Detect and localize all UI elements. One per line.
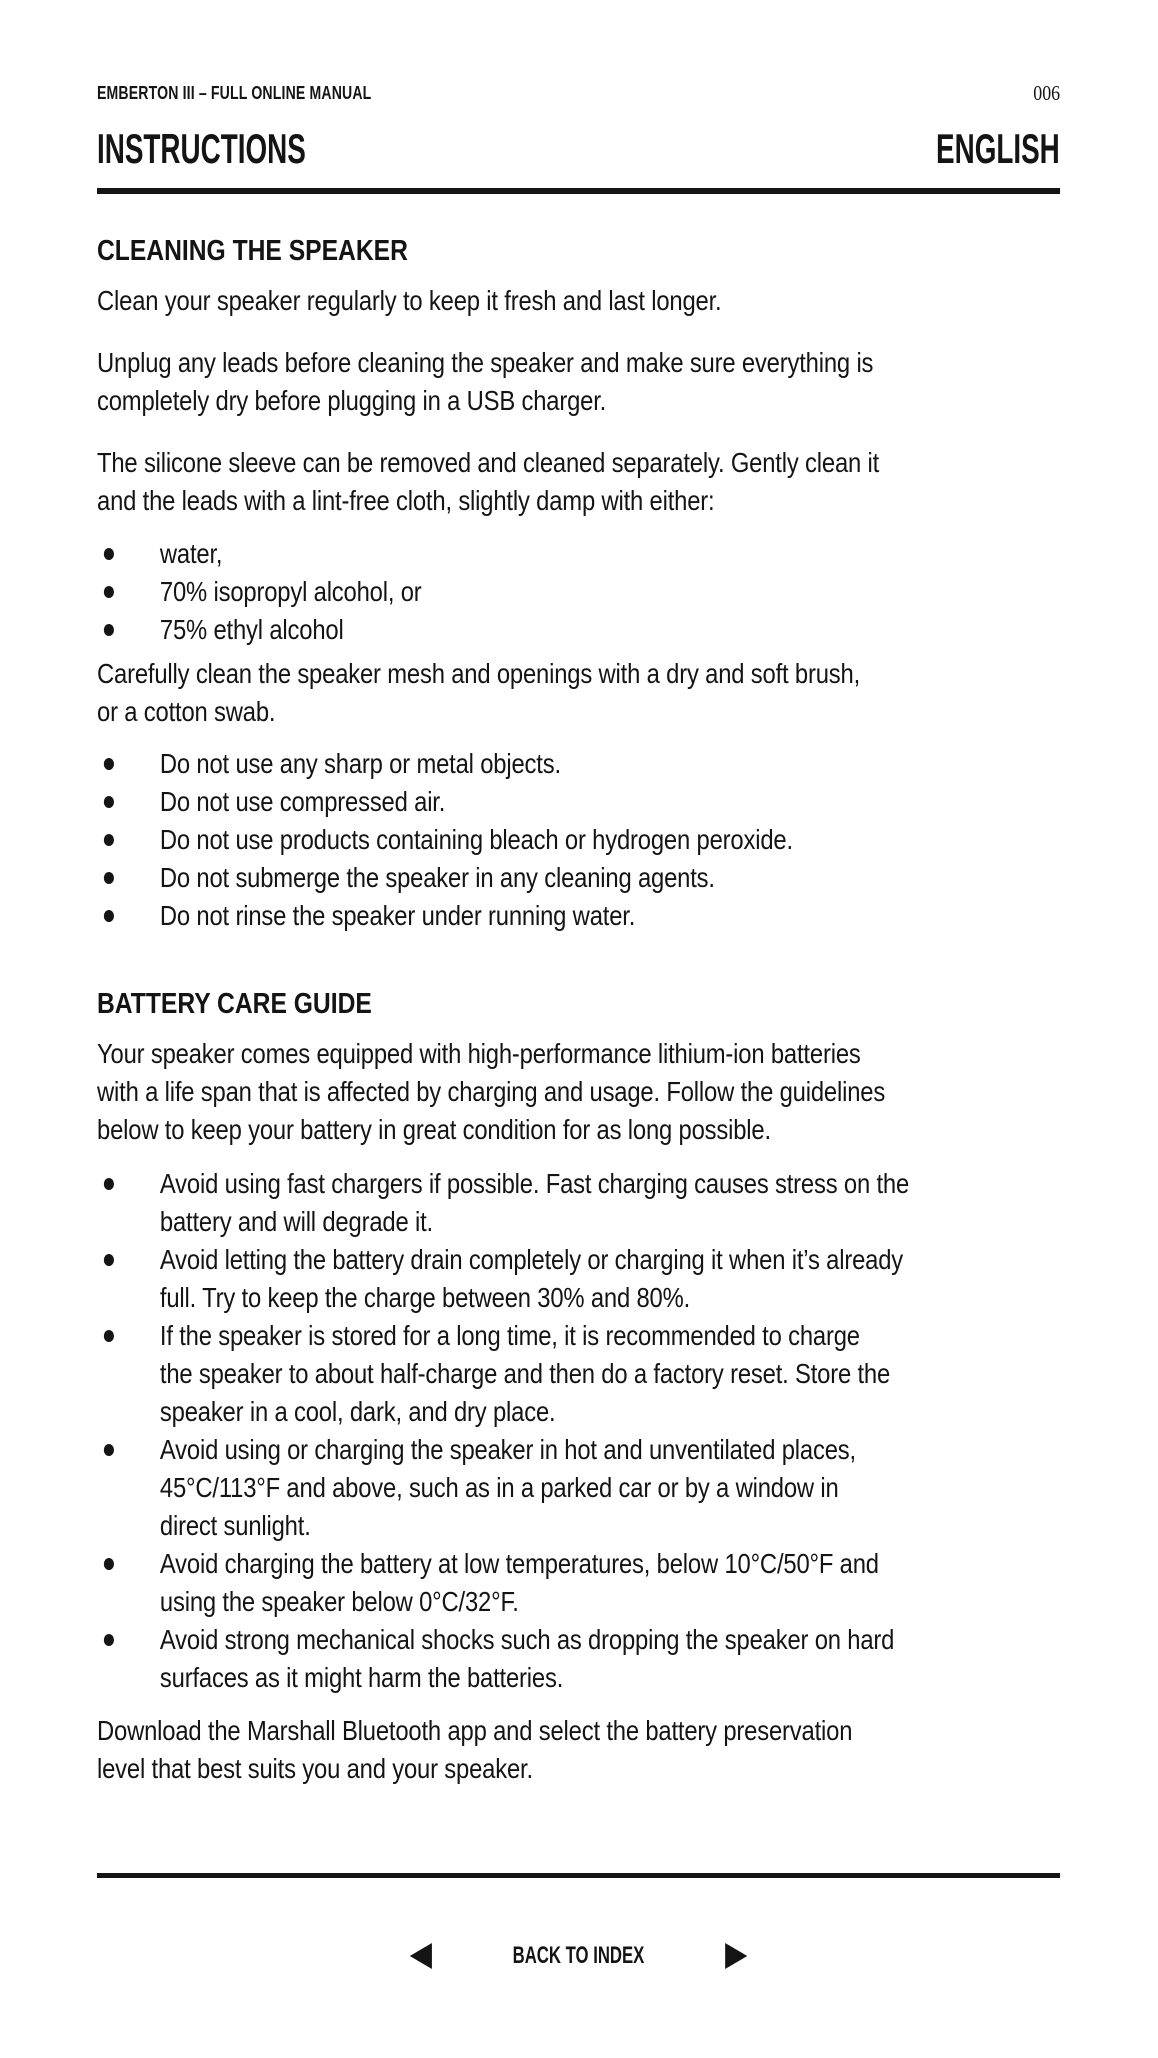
list-item [97,821,1060,859]
paragraph-line: or a cotton swab. [97,696,276,727]
paragraph [97,655,1060,731]
paragraph-line: The silicone sleeve can be removed and cleaned separately. Gently clean it [97,447,880,478]
paragraph [97,1712,1060,1788]
list-item-line: Do not use products containing bleach or hydrogen peroxide. [159,824,793,855]
list-item [97,535,1060,573]
list-item [97,745,1060,783]
paragraph [97,1035,1060,1149]
bullet-dot [104,758,114,770]
bullet-dot [104,1634,114,1646]
bullet-dot [104,910,114,922]
topbar [97,82,1060,104]
battery-guidelines-list [97,1165,1060,1697]
bullet-dot [104,1558,114,1570]
back-to-index-link[interactable]: BACK TO INDEX [512,1942,645,1969]
list-item-line: If the speaker is stored for a long time, it is recommended to charge [159,1320,860,1351]
manual-title: EMBERTON III – FULL ONLINE MANUAL [97,83,372,103]
bullet-dot [104,548,114,560]
page-title: INSTRUCTIONS [97,125,306,172]
list-item [97,1165,1060,1241]
list-item [97,1317,1060,1431]
paragraph-line: Clean your speaker regularly to keep it fresh and last longer. [97,285,722,316]
list-item-line: Do not use any sharp or metal objects. [159,748,561,779]
list-item-line: full. Try to keep the charge between 30% and 80%. [159,1282,691,1313]
list-item-line: 45°C/113°F and above, such as in a parked car or by a window in [159,1472,839,1503]
paragraph-line: level that best suits you and your speaker. [97,1753,533,1784]
language-label: ENGLISH [936,125,1061,172]
bullet-dot [104,1330,114,1342]
list-item [97,897,1060,935]
list-item [97,573,1060,611]
paragraph [97,444,1060,520]
list-item [97,1621,1060,1697]
do-not-list [97,745,1060,935]
previous-page-icon[interactable] [410,1943,432,1969]
list-item-line: 75% ethyl alcohol [159,614,344,645]
paragraph [97,282,1060,320]
list-item-line: 70% isopropyl alcohol, or [159,576,422,607]
next-page-icon[interactable] [725,1943,747,1969]
page-number: 006 [1033,81,1061,105]
paragraph-line: with a life span that is affected by charging and usage. Follow the guidelines [97,1076,886,1107]
list-item [97,1431,1060,1545]
paragraph-line: Unplug any leads before cleaning the speaker and make sure everything is [97,347,874,378]
list-item-line: surfaces as it might harm the batteries. [159,1662,564,1693]
paragraph-line: Download the Marshall Bluetooth app and select the battery preservation [97,1715,853,1746]
list-item [97,1241,1060,1317]
section-heading-cleaning: CLEANING THE SPEAKER [97,235,408,267]
list-item-line: direct sunlight. [159,1510,311,1541]
list-item-line: Do not use compressed air. [159,786,446,817]
footer-nav [97,1943,1060,1969]
bullet-dot [104,1254,114,1266]
list-item-line: Avoid using fast chargers if possible. Fast charging causes stress on the [159,1168,910,1199]
list-item-line: using the speaker below 0°C/32°F. [159,1586,519,1617]
paragraph-line: Your speaker comes equipped with high-performance lithium-ion batteries [97,1038,861,1069]
paragraph-line: completely dry before plugging in a USB charger. [97,385,607,416]
list-item-line: speaker in a cool, dark, and dry place. [159,1396,556,1427]
bullet-dot [104,1444,114,1456]
footer-divider [97,1873,1060,1878]
list-item [97,1545,1060,1621]
paragraph-line: Carefully clean the speaker mesh and openings with a dry and soft brush, [97,658,861,689]
list-item-line: water, [159,538,223,569]
list-item-line: Avoid charging the battery at low temperatures, below 10°C/50°F and [159,1548,879,1579]
paragraph [97,344,1060,420]
list-item-line: battery and will degrade it. [159,1206,433,1237]
bullet-dot [104,872,114,884]
paragraph-line: and the leads with a lint-free cloth, slightly damp with either: [97,485,715,516]
list-item-line: Avoid using or charging the speaker in hot and unventilated places, [159,1434,856,1465]
bullet-dot [104,796,114,808]
title-row [97,127,1060,171]
list-item [97,859,1060,897]
bullet-dot [104,1178,114,1190]
list-item-line: Avoid letting the battery drain completely or charging it when it’s already [159,1244,903,1275]
damp-agents-list [97,535,1060,649]
bullet-dot [104,586,114,598]
list-item-line: the speaker to about half-charge and then do a factory reset. Store the [159,1358,891,1389]
header-divider [97,188,1060,194]
section-heading-battery: BATTERY CARE GUIDE [97,988,372,1020]
list-item-line: Do not submerge the speaker in any cleaning agents. [159,862,715,893]
bullet-dot [104,834,114,846]
bullet-dot [104,624,114,636]
list-item [97,783,1060,821]
list-item-line: Do not rinse the speaker under running water. [159,900,636,931]
list-item-line: Avoid strong mechanical shocks such as dropping the speaker on hard [159,1624,895,1655]
paragraph-line: below to keep your battery in great condition for as long possible. [97,1114,771,1145]
manual-page [97,0,1060,1969]
list-item [97,611,1060,649]
